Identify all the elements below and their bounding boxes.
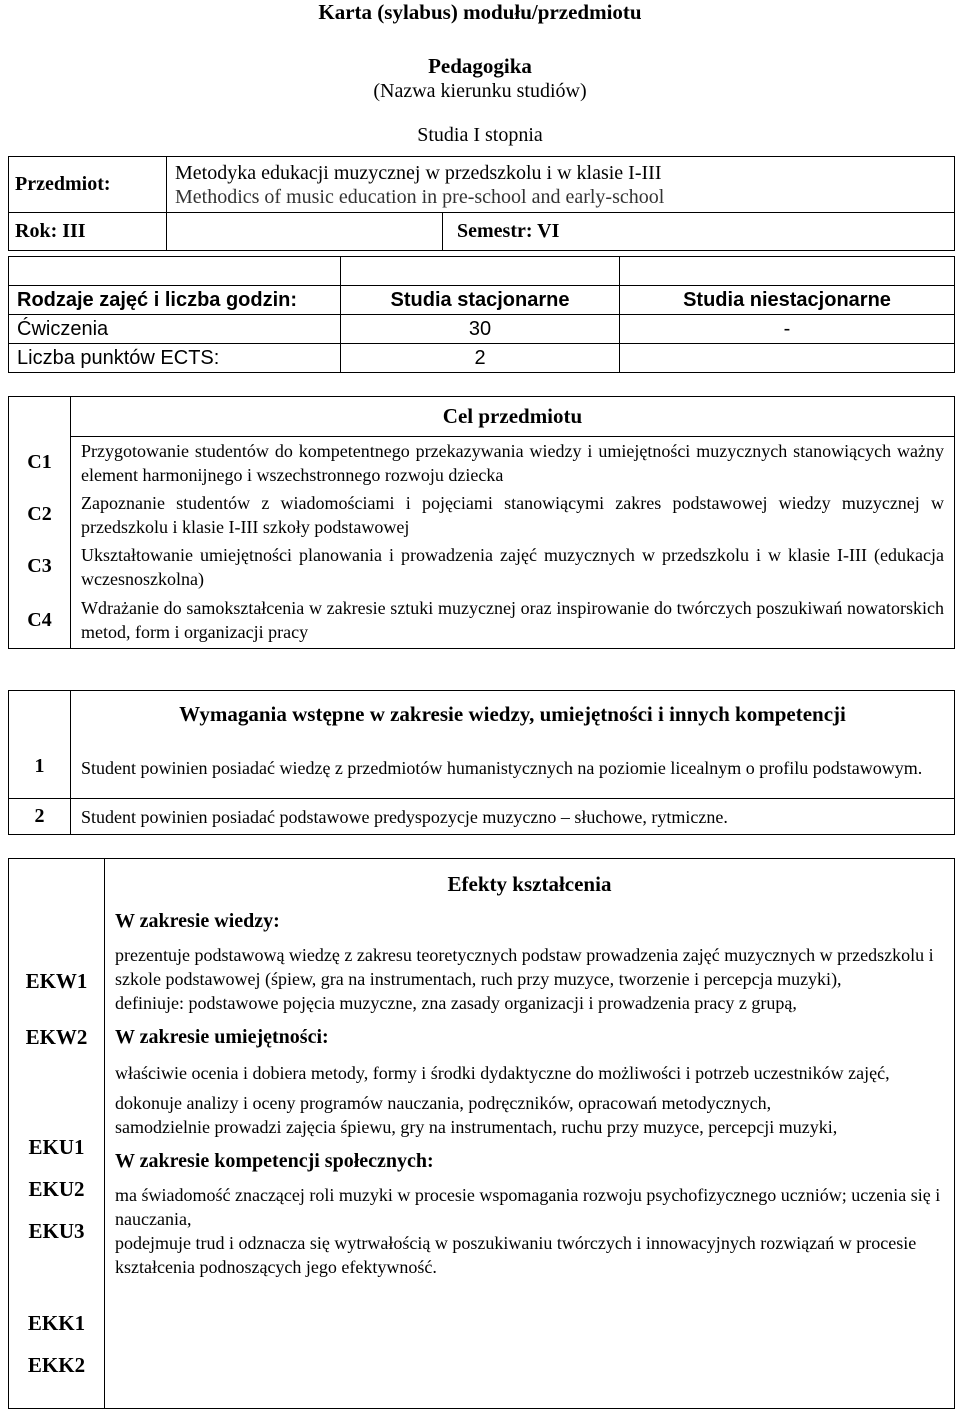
subject-table — [8, 156, 955, 251]
prereq-code-1: 1 — [34, 755, 45, 777]
study-level: Studia I stopnia — [417, 124, 543, 146]
goal-text: Ukształtowanie umiejętności planowania i prowadzenia zajęć muzycznych w przedszkolu i w klasie I-III (edukacja wczesnoszkolna) — [71, 541, 955, 593]
effect-code: EKU3 — [28, 1218, 85, 1243]
prereq-code: 2 — [9, 799, 71, 835]
effect-code: EKK1 — [27, 1310, 86, 1335]
hours-spacer-2 — [341, 257, 620, 286]
hours-col-part: Studia niestacjonarne — [620, 286, 955, 315]
effects-body — [105, 903, 955, 1409]
skills-head: W zakresie umiejętności: — [115, 1025, 329, 1048]
effect-code: EKK2 — [27, 1352, 86, 1377]
subject-name-cell — [167, 157, 955, 213]
hours-exercises-full: 30 — [341, 315, 620, 344]
prereq-table — [8, 690, 955, 835]
social-head: W zakresie kompetencji społecznych: — [115, 1149, 434, 1172]
prereq-header: Wymagania wstępne w zakresie wiedzy, umiejętności i innych kompetencji — [71, 691, 955, 739]
empty-cell — [167, 213, 443, 251]
subject-name-en: Methodics of music education in pre-school and early-school — [175, 185, 665, 208]
effects-codes — [9, 903, 105, 1409]
subject-label: Przedmiot: — [9, 157, 167, 213]
effect-item: samodzielnie prowadzi zajęcia śpiewu, gry na instrumentach, ruchu przy muzyce, percepcji muzyki, — [115, 1116, 838, 1137]
ects-value: 2 — [341, 344, 620, 373]
field-name: Pedagogika — [428, 54, 532, 78]
effect-code: EKW2 — [25, 1024, 88, 1049]
year-cell: Rok: III — [9, 213, 167, 251]
hours-col-type: Rodzaje zajęć i liczba godzin: — [9, 286, 341, 315]
ects-empty — [620, 344, 955, 373]
hours-table — [8, 256, 955, 373]
effect-item: dokonuje analizy i oceny programów nauczania, podręczników, opracowań metodycznych, — [115, 1092, 772, 1113]
effect-item: podejmuje trud i odznacza się wytrwałością w poszukiwaniu twórczych i innowacyjnych rozwiązań w procesie kształcenia podnoszących jego efektywność. — [115, 1232, 917, 1277]
document-title: Karta (sylabus) modułu/przedmiotu — [318, 0, 642, 24]
goals-header: Cel przedmiotu — [71, 397, 955, 437]
ects-label: Liczba punktów ECTS: — [9, 344, 341, 373]
goal-code: C2 — [9, 489, 71, 541]
goal-code: C4 — [9, 593, 71, 649]
goal-text: Przygotowanie studentów do kompetentnego przekazywania wiedzy i umiejętności muzycznych stanowiących ważny element harmonijnego i wszechstronnego rozwoju dziecka — [71, 437, 955, 489]
field-label: (Nazwa kierunku studiów) — [373, 80, 587, 102]
prereq-code — [9, 691, 71, 799]
knowledge-head: W zakresie wiedzy: — [115, 909, 280, 932]
hours-spacer-1 — [9, 257, 341, 286]
effect-code: EKU2 — [28, 1176, 85, 1201]
hours-col-full: Studia stacjonarne — [341, 286, 620, 315]
goal-text: Wdrażanie do samokształcenia w zakresie sztuki muzycznej oraz inspirowanie do twórczych poszukiwań nowatorskich metod, form i organizacji pracy — [71, 593, 955, 649]
effect-item: ma świadomość znaczącej roli muzyki w procesie wspomagania rozwoju psychofizycznego uczniów; uczenia się i nauczania, — [115, 1184, 941, 1229]
goal-text: Zapoznanie studentów z wiadomościami i pojęciami stanowiącymi zakres podstawowej wiedzy muzycznej w przedszkolu i klasie I-III szkoły podstawowej — [71, 489, 955, 541]
semester-cell: Semestr: VI — [443, 213, 955, 251]
hours-spacer-3 — [620, 257, 955, 286]
effect-code: EKU1 — [28, 1134, 85, 1159]
goals-corner — [9, 397, 71, 437]
prereq-text: Student powinien posiadać wiedzę z przedmiotów humanistycznych na poziomie licealnym o profilu podstawowym. — [71, 739, 955, 799]
effect-code: EKW1 — [25, 968, 88, 993]
effects-corner — [9, 859, 105, 903]
effects-header: Efekty kształcenia — [105, 859, 955, 903]
goals-table — [8, 396, 955, 649]
goal-code: C1 — [9, 437, 71, 489]
hours-row-exercises: Ćwiczenia — [9, 315, 341, 344]
effect-item: prezentuje podstawową wiedzę z zakresu teoretycznych podstaw prowadzenia zajęć muzycznych w przedszkolu i szkole podstawowej (śpiew, gra na instrumentach, ruch przy muzyce, tworzenie i percepcja muzyki), — [115, 944, 934, 989]
subject-name-pl: Metodyka edukacji muzycznej w przedszkolu i w klasie I-III — [175, 161, 662, 184]
prereq-text: Student powinien posiadać podstawowe predyspozycje muzyczno – słuchowe, rytmiczne. — [71, 799, 955, 835]
goal-code: C3 — [9, 541, 71, 593]
effect-item: definiuje: podstawowe pojęcia muzyczne, zna zasady organizacji i prowadzenia pracy z grupą, — [115, 992, 797, 1013]
hours-exercises-part: - — [620, 315, 955, 344]
effect-item: właściwie ocenia i dobiera metody, formy i środki dydaktyczne do możliwości i potrzeb uczestników zajęć, — [115, 1062, 890, 1083]
effects-table — [8, 858, 955, 1409]
